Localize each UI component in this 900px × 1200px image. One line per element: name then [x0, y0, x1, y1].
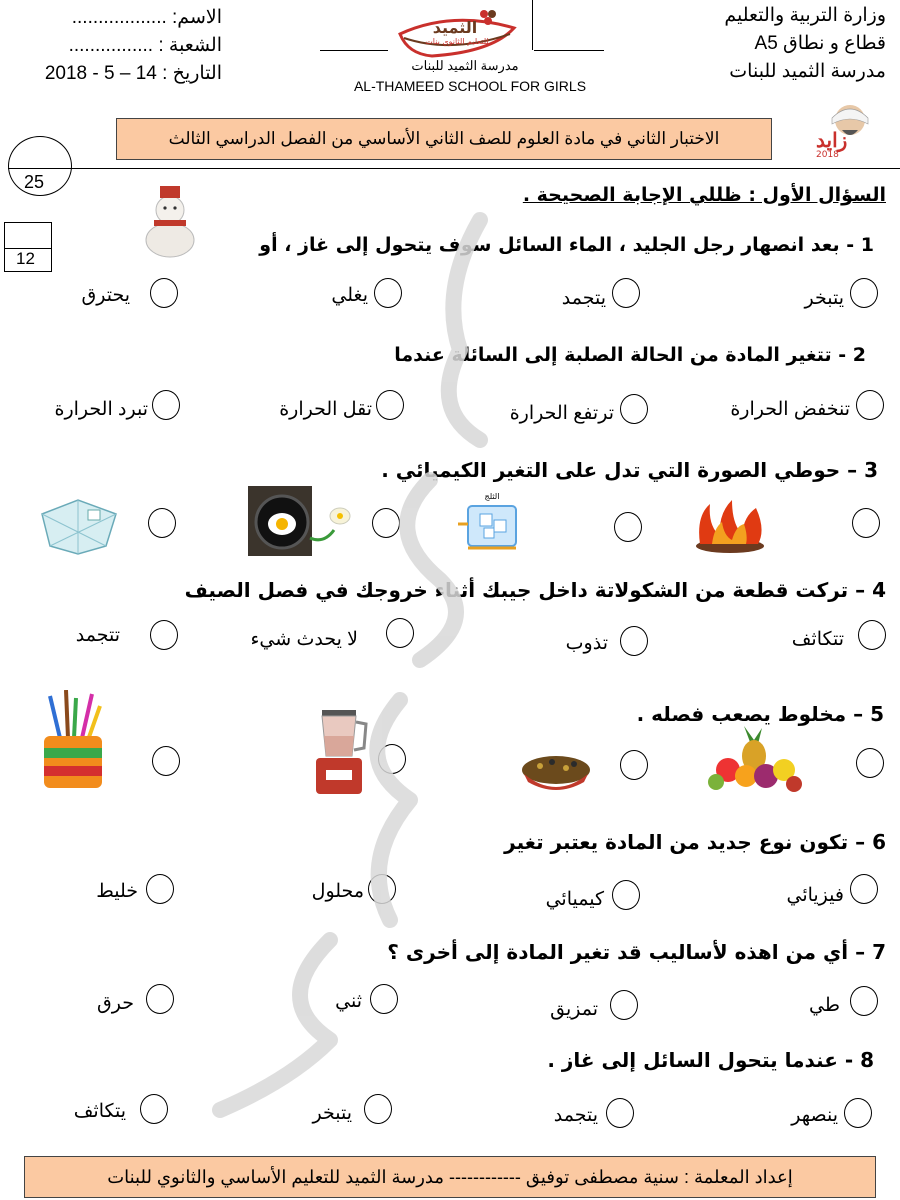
q3-image-2-bubble[interactable] [614, 512, 642, 542]
exam-title: الاختبار الثاني في مادة العلوم للصف الثاني الأساسي من الفصل الدراسي الثالث [168, 129, 720, 148]
question-5: 5 – مخلوط يصعب فصله . [636, 702, 884, 726]
q6-option-2-label: كيميائي [545, 889, 604, 910]
q4-option-4-bubble[interactable] [150, 620, 178, 650]
q6-option-3-label: محلول [311, 881, 364, 902]
q8-option-3-bubble[interactable] [364, 1094, 392, 1124]
q7-option-3-label: ثني [335, 991, 362, 1012]
header-ministry-block [724, 2, 886, 86]
fire-picture [692, 496, 768, 554]
q2-option-1-label: تنخفض الحرارة [730, 399, 850, 420]
q7-option-2-label: تمزيق [550, 999, 598, 1020]
section-score: 12 [16, 249, 35, 268]
footer-text: إعداد المعلمة : سنية مصطفى توفيق ------------ مدرسة الثميد للتعليم الأساسي والثانوي للبنات [107, 1167, 793, 1187]
q2-option-3-label: تقل الحرارة [279, 399, 372, 420]
school-logo [392, 4, 522, 60]
q1-option-3-label: يغلي [331, 285, 368, 306]
q1-option-2-label: يتجمد [561, 288, 606, 309]
melting-ice-picture [454, 494, 530, 554]
blender-picture [304, 706, 374, 798]
name-field[interactable]: الاسم: .................. [71, 7, 222, 28]
q2-option-3-bubble[interactable] [376, 390, 404, 420]
snowman-picture [138, 184, 202, 258]
q7-option-4-label: حرق [97, 993, 134, 1014]
q7-option-1-label: طي [809, 995, 840, 1016]
total-score: 25 [24, 172, 45, 192]
school-name-english: AL-THAMEED SCHOOL FOR GIRLS [353, 78, 587, 94]
q8-option-3-label: يتبخر [312, 1103, 352, 1124]
question-1: 1 - بعد انصهار رجل الجليد ، الماء السائل سوف يتحول إلى غاز ، أو [259, 234, 874, 256]
q2-option-4-label: تبرد الحرارة [54, 399, 148, 420]
frying-egg-picture [248, 486, 354, 556]
question-6: 6 – تكون نوع جديد من المادة يعتبر تغير [504, 830, 886, 854]
section-title: السؤال الأول : ظللي الإجابة الصحيحة . [522, 184, 886, 206]
footer-banner [24, 1156, 876, 1198]
q4-option-3-label: لا يحدث شيء [250, 629, 358, 650]
q7-option-3-bubble[interactable] [370, 984, 398, 1014]
q5-image-3-bubble[interactable] [378, 744, 406, 774]
score-circle-divider [8, 168, 72, 169]
q8-option-4-label: يتكاثف [73, 1101, 126, 1122]
logo-title: الثميد [432, 18, 478, 37]
q7-option-1-bubble[interactable] [850, 986, 878, 1016]
q2-option-2-label: ترتفع الحرارة [509, 403, 614, 424]
q4-option-3-bubble[interactable] [386, 618, 414, 648]
bowl-of-seeds-picture [520, 748, 592, 796]
question-3: 3 – حوطي الصورة التي تدل على التغير الكيميائي . [381, 458, 878, 482]
logo-divider-left [320, 50, 388, 51]
pen-holder-picture [36, 690, 108, 794]
ministry-name: وزارة التربية والتعليم [724, 5, 886, 26]
q5-image-4-bubble[interactable] [152, 746, 180, 776]
q2-option-2-bubble[interactable] [620, 394, 648, 424]
q6-option-4-label: خليط [96, 881, 138, 902]
q1-option-3-bubble[interactable] [374, 278, 402, 308]
logo-divider-vertical [532, 0, 533, 50]
logo-divider-right [534, 50, 604, 51]
q4-option-4-label: تتجمد [75, 625, 120, 646]
q5-image-2-bubble[interactable] [620, 750, 648, 780]
q6-option-3-bubble[interactable] [368, 874, 396, 904]
q1-option-4-label: يحترق [81, 285, 130, 306]
q1-option-4-bubble[interactable] [150, 278, 178, 308]
q1-option-2-bubble[interactable] [612, 278, 640, 308]
exam-title-banner [116, 118, 772, 160]
q8-option-2-bubble[interactable] [606, 1098, 634, 1128]
q6-option-1-label: فيزيائي [786, 885, 844, 906]
q3-image-3-bubble[interactable] [372, 508, 400, 538]
q4-option-2-bubble[interactable] [620, 626, 648, 656]
fruit-basket-picture [706, 726, 802, 794]
q8-option-1-bubble[interactable] [844, 1098, 872, 1128]
question-4: 4 – تركت قطعة من الشكولاتة داخل جيبك أثناء خروجك في فصل الصيف [184, 578, 886, 602]
student-info-block [8, 4, 222, 88]
header-separator [72, 168, 900, 169]
section-field[interactable]: الشعبة : ................ [68, 35, 222, 56]
q4-option-1-label: تتكاثف [791, 629, 844, 650]
q5-image-1-bubble[interactable] [856, 748, 884, 778]
q8-option-4-bubble[interactable] [140, 1094, 168, 1124]
school-name-under-logo: مدرسة الثميد للبنات [411, 58, 519, 73]
paper-fortune-teller-picture [36, 494, 122, 556]
q4-option-1-bubble[interactable] [858, 620, 886, 650]
q2-option-4-bubble[interactable] [152, 390, 180, 420]
q8-option-2-label: يتجمد [553, 1105, 598, 1126]
q8-option-1-label: ينصهر [791, 1105, 838, 1126]
q7-option-2-bubble[interactable] [610, 990, 638, 1020]
q1-option-1-bubble[interactable] [850, 278, 878, 308]
q1-option-1-label: يتبخر [804, 288, 844, 309]
date-field: التاريخ : 14 – 5 - 2018 [44, 63, 222, 84]
q3-image-4-bubble[interactable] [148, 508, 176, 538]
q6-option-2-bubble[interactable] [612, 880, 640, 910]
question-7: 7 – أي من اهذه لأساليب قد تغير المادة إلى أخرى ؟ [387, 940, 886, 964]
question-8: 8 - عندما يتحول السائل إلى غاز . [547, 1048, 874, 1072]
question-2: 2 - تتغير المادة من الحالة الصلبة إلى السائلة عندما [394, 344, 866, 366]
zayed-year: 2018 [816, 150, 839, 160]
q2-option-1-bubble[interactable] [856, 390, 884, 420]
zayed-word: زايد [816, 128, 848, 152]
q7-option-4-bubble[interactable] [146, 984, 174, 1014]
q6-option-1-bubble[interactable] [850, 874, 878, 904]
q4-option-2-label: تذوب [565, 633, 608, 654]
sector-name: قطاع و نطاق A5 [754, 33, 886, 54]
ice-label: الثلج [484, 492, 500, 501]
logo-subtitle: للتعليم الثانوي بنات [425, 37, 489, 46]
school-name-ar: مدرسة الثميد للبنات [729, 61, 886, 82]
q3-image-1-bubble[interactable] [852, 508, 880, 538]
zayed-year-logo [806, 100, 884, 162]
q6-option-4-bubble[interactable] [146, 874, 174, 904]
